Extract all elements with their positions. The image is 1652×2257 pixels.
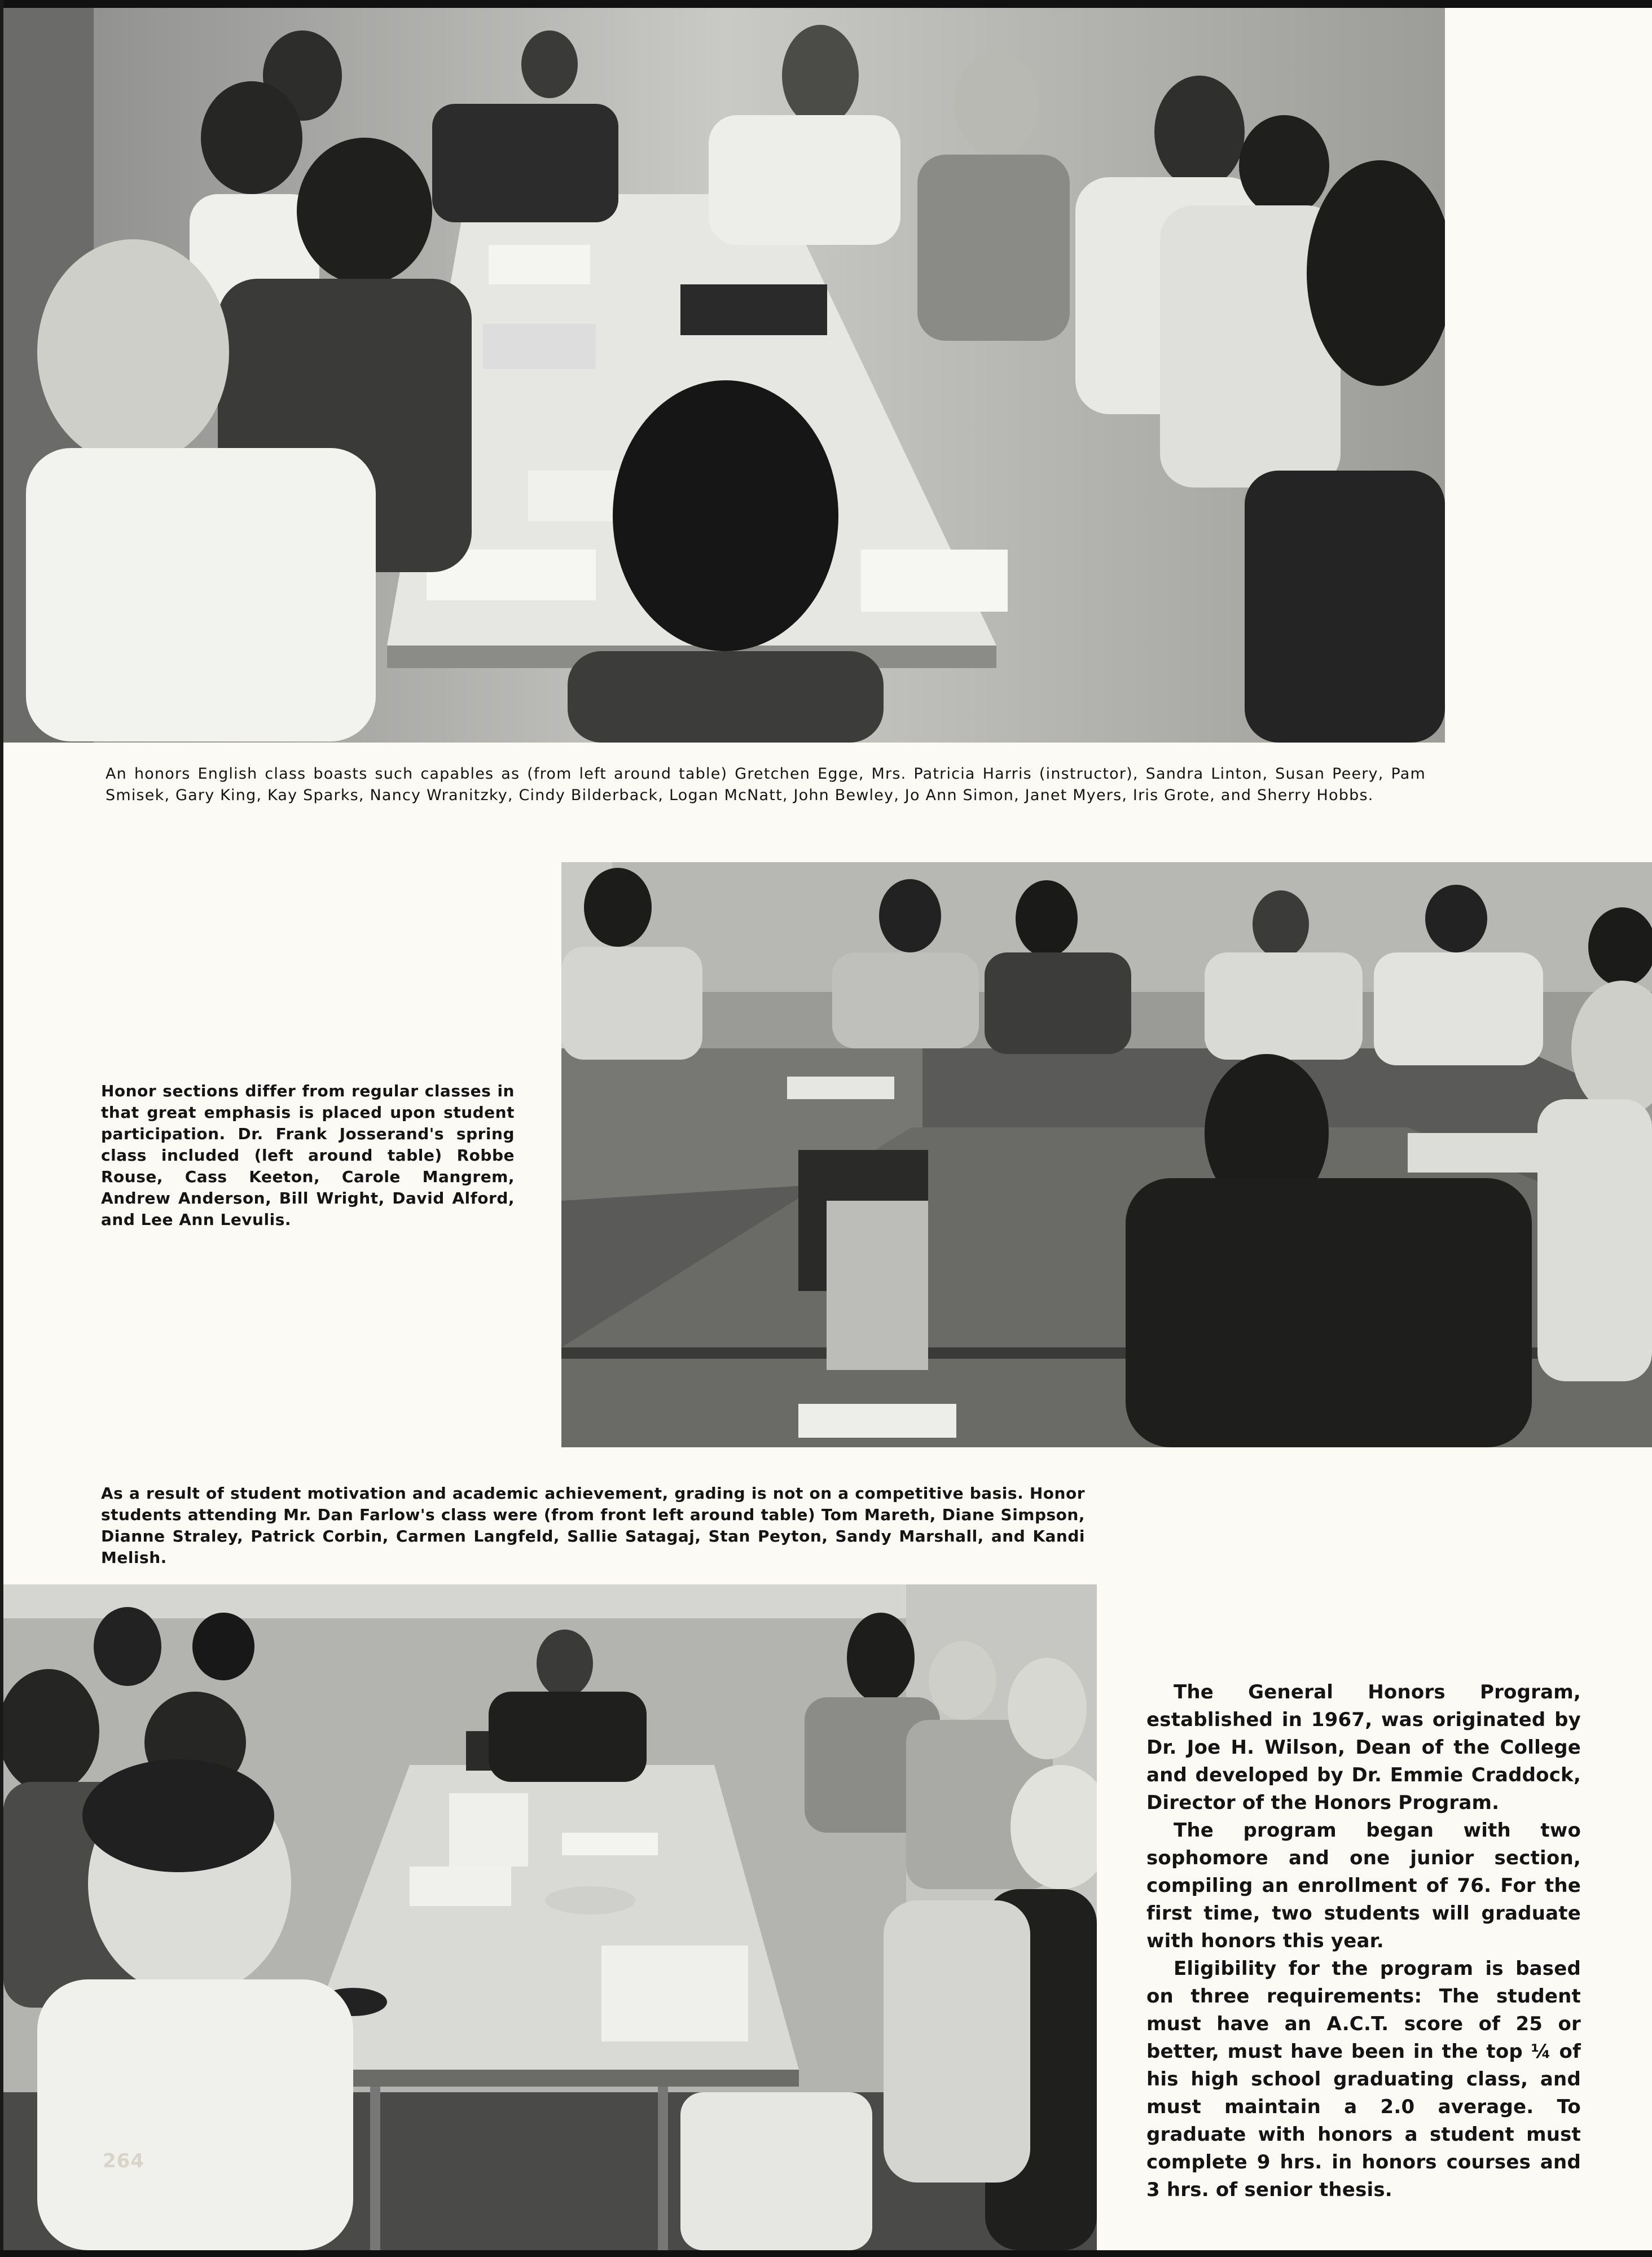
page-number: 264 [103,2150,144,2172]
caption-top-photo: An honors English class boasts such capables as (from left around table) Gretchen Egge, Mrs. Patricia Harris (instructor), Sandra Linton, Susan Peery, Pam Smisek, Gary King, Kay Sparks, Nancy Wranitzky, Cindy Bilderback, Logan McNatt, John Bewley, Jo Ann Simon, Janet Myers, Iris Grote, and Sherry Hobbs. [106,765,1426,804]
page-edge-bottom [0,2250,1652,2257]
photo-honors-section-class [561,862,1652,1447]
article-body [1146,1679,1581,2204]
page-edge-top [0,0,1652,8]
caption-bottom-photo: As a result of student motivation and academic achievement, grading is not on a competitive basis. Honor students attending Mr. Dan Farlow's class were (from front left around table) Tom Mareth, Diane Simpson, Dianne Straley, Patrick Corbin, Carmen Langfeld, Sallie Satagaj, Stan Peyton, Sandy Marshall, and Kandi Melish. [101,1484,1085,1567]
photo-honors-english-class [3,8,1445,743]
article-paragraph-1: The General Honors Program, established in 1967, was originated by Dr. Joe H. Wilson, Dean of the College and developed by Dr. Emmie Craddock, Director of the Honors Program. [1146,1681,1581,1814]
photo-honors-section-class-image [561,862,1652,1447]
article-paragraph-2: The program began with two sophomore and one junior section, compiling an enrollment of 76. For the first time, two students will graduate with honors this year. [1146,1819,1581,1952]
caption-middle-photo: Honor sections differ from regular classes in that great emphasis is placed upon student participation. Dr. Frank Josserand's spring class included (left around table) Robbe Rouse, Cass Keeton, Carole Mangrem, Andrew Anderson, Bill Wright, David Alford, and Lee Ann Levulis. [101,1082,515,1229]
photo-farlow-class-image [3,1584,1097,2250]
photo-farlow-class [3,1584,1097,2250]
photo-honors-english-class-image [3,8,1445,743]
article-paragraph-3: Eligibility for the program is based on three requirements: The student must have an A.C.T. score of 25 or better, must have been in the top ¼ of his high school graduating class, and must maintain a 2.0 average. To graduate with honors a student must complete 9 hrs. in honors courses and 3 hrs. of senior thesis. [1146,1957,1581,2201]
